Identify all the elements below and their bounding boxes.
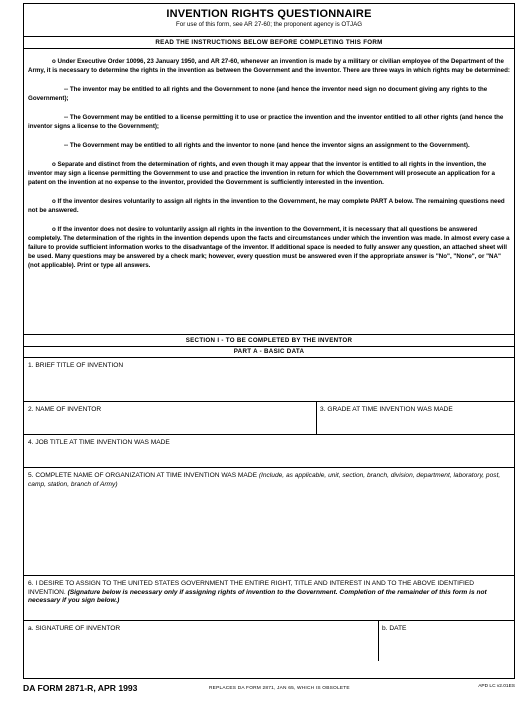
section-header: SECTION I - TO BE COMPLETED BY THE INVENTOR [24,335,514,347]
instruction-paragraph: o Under Executive Order 10096, 23 January 1950, and AR 27-60, whenever an invention is made by a military or civilian employee of the Department of the Army, it is necessary to determine the rights in the invention as between the Government and the inventor. There are three ways in which rights may be determined: [28,58,510,74]
assignment-statement [24,576,514,621]
instruction-paragraph: o Separate and distinct from the determination of rights, and even though it may appear that the inventor is entitled to all rights in the invention, the inventor may sign a license permitting the Government to use and practice the invention in return for which the Government will prosecute an application for a patent on the invention at no expense to the inventor, provided the Government is sufficiently interested in the invention. [28,161,495,186]
part-a-header: PART A - BASIC DATA [24,347,514,358]
organization-label [28,472,510,489]
job-title-label: 4. JOB TITLE AT TIME INVENTION WAS MADE [28,439,170,446]
invention-rights-form [23,3,515,679]
inventor-name-label: 2. NAME OF INVENTOR [28,406,102,413]
organization-label-main: 5. COMPLETE NAME OF ORGANIZATION AT TIME INVENTION WAS MADE [28,472,257,479]
form-number: DA FORM 2871-R, APR 1993 [23,683,138,693]
instruction-paragraph: o If the inventor desires voluntarily to assign all rights in the invention to the Government, he may complete PART A below. The remaining questions need not be answered. [28,198,505,214]
grade-label: 3. GRADE AT TIME INVENTION WAS MADE [320,406,453,413]
version-note: APD LC v2.01ES [478,684,515,689]
instruction-paragraph: -- The inventor may be entitled to all rights and the Government to none (and hence the inventor need sign no document giving any rights to the Government); [28,86,488,102]
job-title-field[interactable] [24,435,514,468]
instruction-paragraph: -- The Government may be entitled to a license permitting it to use or practice the invention and the inventor entitled to all other rights (and hence the inventor signs a license to the Government); [28,114,504,130]
organization-field[interactable] [24,468,514,576]
signature-row [24,621,514,661]
form-title: INVENTION RIGHTS QUESTIONNAIRE [166,8,372,20]
replaces-note: REPLACES DA FORM 2871, JAN 65, WHICH IS OBSOLETE [209,686,350,691]
signature-label: a. SIGNATURE OF INVENTOR [28,625,121,632]
assignment-label-main: 6. I DESIRE TO ASSIGN TO THE UNITED STATES GOVERNMENT THE ENTIRE RIGHT, TITLE AND INTEREST IN AND TO THE ABOVE IDENTIFIED INVENTION. [28,580,475,596]
instruction-paragraph: -- The Government may be entitled to all rights and the inventor to none (and hence the inventor signs an assignment to the Government). [64,142,470,149]
instructions-header: READ THE INSTRUCTIONS BELOW BEFORE COMPLETING THIS FORM [24,37,514,49]
brief-title-field[interactable] [24,358,514,402]
assignment-label [28,580,510,606]
instructions-block [24,49,514,335]
organization-label-note: (Include, as applicable, unit, section, branch, division, department, laboratory, post, camp, station, branch of Army) [28,472,501,488]
form-header [24,4,514,37]
form-footer [23,679,515,693]
assignment-label-note: (Signature below is necessary only if assigning rights of invention to the Government. Completion of the remainder of this form is not necessary if you sign below.) [28,588,487,604]
instruction-paragraph: o If the inventor does not desire to voluntarily assign all rights in the invention to the Government, it is necessary that all questions be answered completely. The determination of the rights in the invention depends upon the facts and circumstances under which the invention was made. In almost every case a failure to provide sufficient information works to the disadvantage of the inventor. If additional space is needed to fully answer any question, an attached sheet will be used. Many questions may be answered by a check mark; however, every question must be answered even if the appropriate answer is "No", "None", or "NA"(not applicable). Print or type all answers. [28,226,510,269]
inventor-row [24,402,514,435]
brief-title-label: 1. BRIEF TITLE OF INVENTION [28,362,124,369]
column-divider [378,621,379,661]
date-label: b. DATE [382,625,407,632]
column-divider [316,402,317,434]
form-subtitle: For use of this form, see AR 27-60; the proponent agency is OTJAG [175,21,363,28]
